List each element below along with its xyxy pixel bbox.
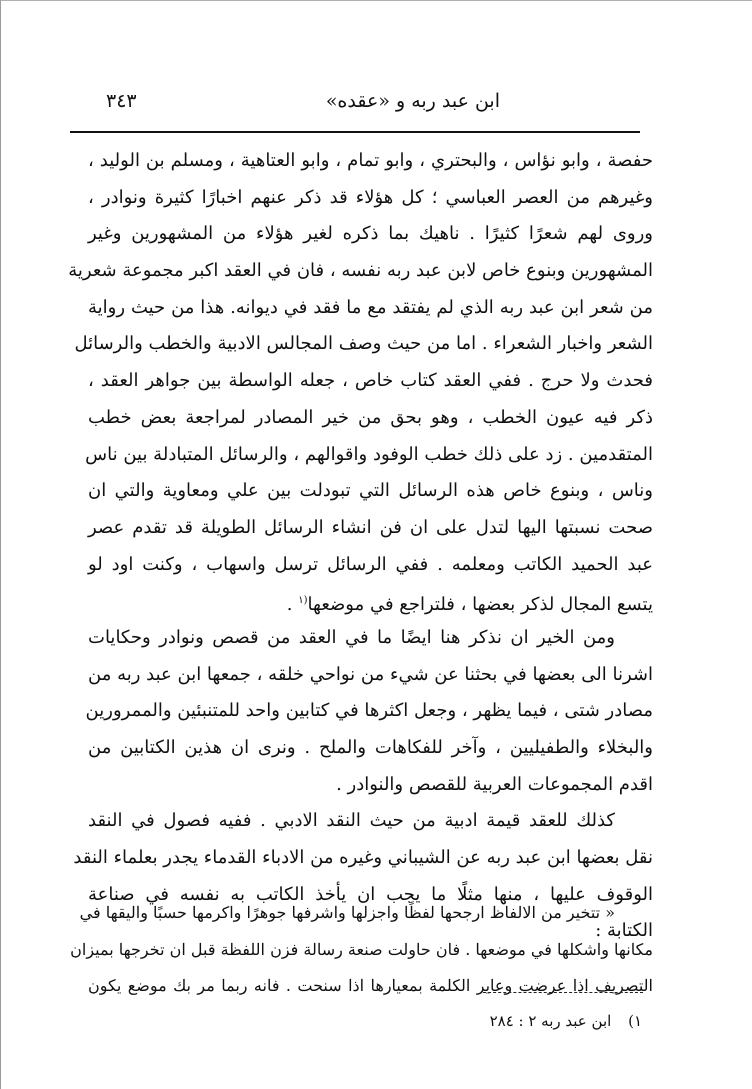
text-line: وناس ، وبنوع خاص هذه الرسائل التي تبودلت بين علي ومعاوية والتي ان: [88, 480, 653, 502]
text-line: المشهورين وبنوع خاص لابن عبد ربه نفسه ، فان في العقد اكبر مجموعة شعرية: [68, 260, 653, 282]
footnote: [490, 1012, 642, 1030]
body-text: [68, 143, 653, 950]
text-line: وروى لهم شعرًا كثيرًا . ناهيك بما ذكره لغير هؤلاء من المشهورين وغير: [88, 223, 653, 245]
footnote-reference[interactable]: (١: [298, 595, 308, 607]
running-header: [100, 88, 640, 122]
text-line: عبد الحميد الكاتب ومعلمه . ففي الرسائل ترسل واسهاب ، وكنت اود لو: [88, 553, 653, 575]
page-number: ٣٤٣: [106, 90, 137, 112]
footnote-number: ١): [628, 1012, 642, 1030]
footnote-text: ابن عبد ربه ٢ : ٢٨٤: [489, 1012, 612, 1030]
text-line: الوقوف عليها ، منها مثلًا ما يجب ان يأخذ الكاتب به نفسه في صناعة: [88, 883, 653, 905]
text-line: نقل بعضها ابن عبد ربه عن الشيباني وغيره من الادباء القدماء يجدر بعلماء النقد: [73, 847, 653, 869]
text-line: اشرنا الى بعضها في بحثنا عن شيء من نواحي خلقه ، جمعها ابن عبد ربه من: [88, 663, 653, 685]
text-line: وغيرهم من العصر العباسي ؛ كل هؤلاء قد ذكر عنهم اخبارًا كثيرة ونوادر ،: [88, 186, 653, 208]
text-line: ذكر فيه عيون الخطب ، وهو بحق من خير المصادر لمراجعة بعض خطب: [88, 406, 653, 428]
text-line: يتسع المجال لذكر بعضها ، فلتراجع في موضعها: [307, 594, 653, 616]
paragraph-start-line: ومن الخير ان نذكر هنا ايضًا ما في العقد من قصص ونوادر وحكايات: [88, 626, 615, 648]
text-line: الشعر واخبار الشعراء . اما من حيث وصف المجالس الادبية والخطب والرسائل: [74, 333, 653, 355]
text-line: الكتابة :: [595, 920, 653, 942]
sentence-period: .: [286, 594, 293, 616]
footnote-separator: [483, 992, 643, 993]
quote-line: التصريف اذا عرضت وعاير الكلمة بمعيارها اذا سنحت . فانه ربما مر بك موضع يكون: [88, 976, 653, 995]
paragraph-start-line: كذلك للعقد قيمة ادبية من حيث النقد الادبي . ففيه فصول في النقد: [88, 810, 615, 832]
text-line: اقدم المجموعات العربية للقصص والنوادر .: [336, 773, 653, 795]
text-line: المتقدمين . زد على ذلك خطب الوفود واقوالهم ، والرسائل المتبادلة بين ناس: [85, 443, 653, 465]
text-line: فحدث ولا حرج . ففي العقد كتاب خاص ، جعله الواسطة بين جواهر العقد ،: [88, 370, 653, 392]
header-rule: [70, 131, 640, 133]
text-line: صحت نسبتها اليها لتدل على ان فن انشاء الرسائل الطويلة قد تقدم عصر: [88, 516, 653, 538]
quote-line: « تتخير من الالفاظ ارجحها لفظًا واجزلها واشرفها جوهرًا واكرمها حسبًا واليقها في: [79, 903, 615, 922]
text-line: مصادر شتى ، فيما يظهر ، وجعل اكثرها في كتابين واحد للمتنبئين والممرورين: [85, 700, 653, 722]
quote-line: مكانها واشكلها في موضعها . فان حاولت صنعة رسالة فزن اللفظة قبل ان تخرجها بميزان: [70, 939, 653, 959]
text-line: حفصة ، وابو نؤاس ، والبحتري ، وابو تمام ، وابو العتاهية ، ومسلم بن الوليد ،: [88, 150, 653, 171]
text-line-with-footnote: [88, 583, 653, 620]
quotation-block: [70, 895, 653, 1005]
text-line: والبخلاء والطفيليين ، وآخر للفكاهات والملح . ونرى ان هذين الكتابين من: [88, 737, 653, 758]
running-title: ابن عبد ربه و «عقده»: [325, 90, 500, 112]
text-line: من شعر ابن عبد ربه الذي لم يفتقد مع ما فقد في ديوانه. هذا من حيث رواية: [88, 296, 653, 318]
